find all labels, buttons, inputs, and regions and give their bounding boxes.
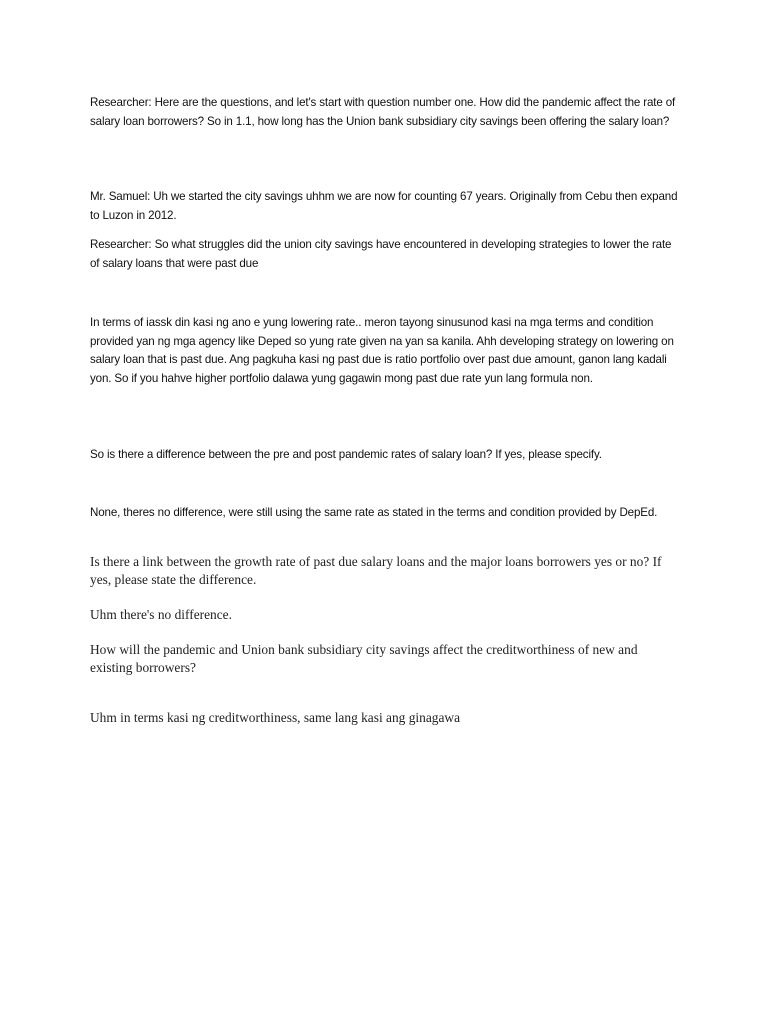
researcher-question-2: Researcher: So what struggles did the union city savings have encountered in developing strategies to lower the rate of salary loans that were past due	[90, 238, 672, 270]
question-5: How will the pandemic and Union bank subsidiary city savings affect the creditworthiness of new and existing borrowers?	[90, 642, 638, 676]
answer-5: Uhm in terms kasi ng creditworthiness, same lang kasi ang ginagawa	[90, 710, 461, 725]
question-3: So is there a difference between the pre and post pandemic rates of salary loan? If yes, please specify.	[90, 448, 602, 461]
answer-4: Uhm there's no difference.	[90, 607, 232, 622]
question-4: Is there a link between the growth rate of past due salary loans and the major loans borrowers yes or no? If yes, please state the difference.	[90, 554, 662, 588]
answer-2: In terms of iassk din kasi ng ano e yung lowering rate.. meron tayong sinusunod kasi na mga terms and condition provided yan ng mga agency like Deped so yung rate given na yan sa kanila. Ahh developing strategy on lowering on salary loan that is past due. Ang pagkuha kasi ng past due is ratio portfolio over past due amount, ganon lang kadali yon. So if you hahve higher portfolio dalawa yung gagawin mong past due rate yun lang formula non.	[90, 316, 674, 385]
researcher-question-1: Researcher: Here are the questions, and let's start with question number one. How did the pandemic affect the rate of salary loan borrowers? So in 1.1, how long has the Union bank subsidiary city savings been offering the salary loan?	[90, 96, 676, 128]
samuel-answer-1: Mr. Samuel: Uh we started the city savings uhhm we are now for counting 67 years. Originally from Cebu then expand to Luzon in 2012.	[90, 190, 678, 222]
answer-3: None, theres no difference, were still using the same rate as stated in the terms and condition provided by DepEd.	[90, 506, 658, 519]
